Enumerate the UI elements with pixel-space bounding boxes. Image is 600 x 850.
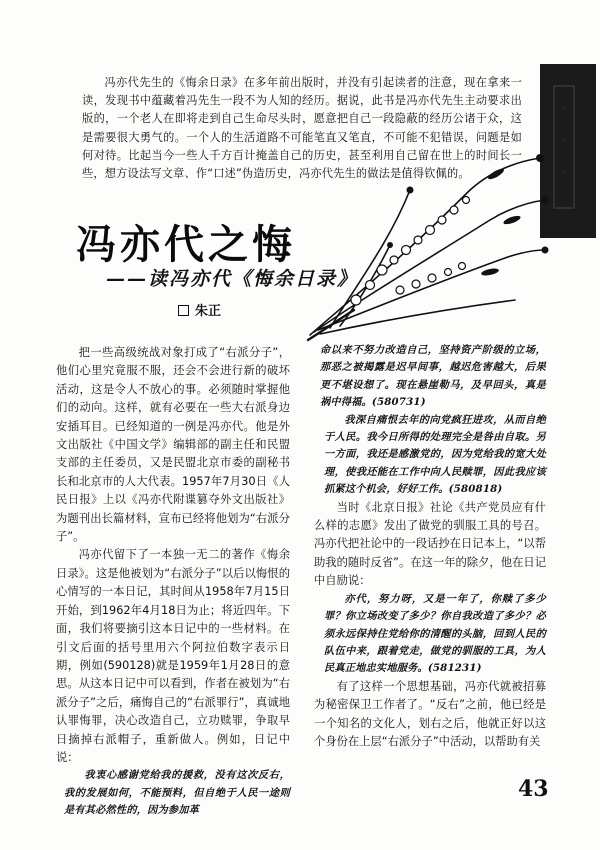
- article-subtitle: ——读冯亦代《悔余日录》: [106, 268, 359, 290]
- page-number: 43: [518, 776, 549, 802]
- left-column: [56, 344, 290, 820]
- diary-quote-580818: 我深自痛恨去年的向党疯狂进攻，从而自绝于人民。我今日所得的处理完全是咎由自取。另一方面，我还是感激党的，因为党给我的宽大处理，使我还能在工作中向人民赎罪，因此我应该抓紧这个机会，好好工作。(580818): [324, 413, 546, 496]
- side-tab-ornament: [548, 82, 580, 212]
- author-name: 朱正: [195, 304, 222, 319]
- right-paragraph-2: 有了这样一个思想基础，冯亦代就被招募为秘密保卫工作者了。“反右”之前，他已经是一个知名的文化人，划右之后，他就正好以这个身份在上层“右派分子”中活动，以帮助有关: [314, 679, 546, 748]
- intro-text: 冯亦代先生的《悔余日录》在多年前出版时，并没有引起读者的注意，现在拿来一读，发现书中蕴藏着冯先生一段不为人知的经历。据说，此书是冯亦代先生主动要求出版的，一个老人在即将走到自己生命尽头时，愿意把自己一段隐蔽的经历公诸于众，这是需要很大勇气的。一个人的生活道路不可能笔直又笔直，不可能不犯错误，问题是如何对待。比起当今一些人千方百计掩盖自己的历史，甚至利用自己留在世上的时间长一些，想方设法写文章、作“口述”伪造历史，冯亦代先生的做法是值得钦佩的。: [82, 76, 522, 181]
- floral-illustration: [290, 150, 550, 350]
- article-title: 冯亦代之悔: [76, 221, 296, 268]
- svg-text:·: ·: [561, 165, 567, 180]
- left-paragraph-2: 冯亦代留下了一本独一无二的著作《悔余日录》。这是他被划为“右派分子”以后以悔恨的心情写的一本日记，其时间从1958年7月15日开始，到1962年4月18日为止；将近四年。下面，我们将要摘引这本日记中的一些材料。在引文后面的括号里用六个阿拉伯数字表示日期，例如(590128)就是1959年1月28日的意思。从这本日记中可以看到，作者在被划为“右派分子”之后，痛悔自己的“右派罪行”，真诚地认罪悔罪，决心改造自己，立功赎罪，争取早日摘掉右派帽子，重新做人。例如，日记中说：: [56, 548, 290, 764]
- right-paragraph-1: 当时《北京日报》社论《共产党员应有什么样的志愿》发出了做党的驯服工具的号召。冯亦代把社论中的一段话抄在日记本上，“以帮助我的随时反省”。在这一年的除夕，他在日记中自励说：: [314, 500, 546, 588]
- diary-quote-580731: 命以来不努力改造自己，坚持资产阶级的立场，那恶之被揭露是迟早间事，越迟危害越大，后果更不堪设想了。现在悬崖勒马，及早回头，真是祸中得福。(580731): [320, 344, 546, 409]
- author-byline: [178, 300, 221, 319]
- svg-text:·: ·: [561, 133, 567, 148]
- right-column: [314, 342, 546, 751]
- diary-quote-left: 我衷心感谢党给我的援救，没有这次反右，我的发展如何，不能预料，但自绝于人民一途则是有其必然性的，因为参加革: [64, 769, 290, 817]
- left-paragraph-1: 把一些高级统战对象打成了“右派分子”，他们心里究竟服不服，还会不会进行新的破坏活动，这是令人不放心的事。必须随时掌握他们的动向。这样，就有必要在一些大右派身边安插耳目。已经知道的一例是冯亦代。他是外文出版社《中国文学》编辑部的副主任和民盟支部的主任委员，又是民盟北京市委的副秘书长和北京市的人大代表。1957年7月30日《人民日报》上以《冯亦代附谍篡夺外文出版社》为题刊出长篇材料，宣布已经将他划为“右派分子”。: [56, 346, 290, 544]
- byline-square-icon: [178, 305, 189, 316]
- svg-text:·: ·: [561, 101, 567, 116]
- diary-quote-581231: 亦代，努力呀，又是一年了，你赎了多少罪？你立场改变了多少？你自我改造了多少？必须永远保持住党给你的清醒的头脑，回到人民的队伍中来，跟着党走，做党的驯服的工具，为人民真正地忠实地服务。(581231): [324, 592, 546, 675]
